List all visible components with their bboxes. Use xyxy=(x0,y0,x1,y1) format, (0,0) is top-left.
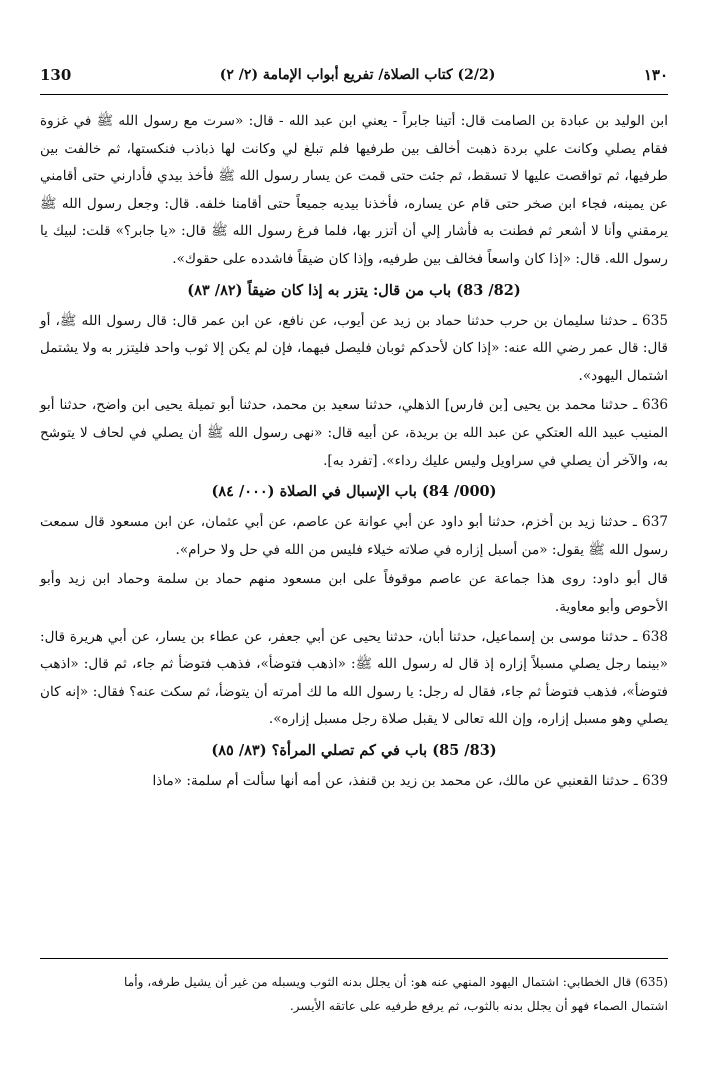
running-title: (2/2) كتاب الصلاة/ تفريع أبواب الإمامة (٢/ ٢) xyxy=(219,67,496,83)
hadith-635: 635 ـ حدثنا سليمان بن حرب حدثنا حماد بن زيد عن أيوب، عن نافع، عن ابن عمر قال: قال رسول الله ﷺ، أو قال: قال عمر رضي الله عنه: «إذا كان لأحدكم ثوبان فليصل فيهما، فإن لم يكن إلا ثوب واحد فليتزر به ولا يشتمل اشتمال اليهود». xyxy=(40,312,668,384)
intro-paragraph: ابن الوليد بن عبادة بن الصامت قال: أتينا جابراً - يعني ابن عبد الله - قال: «سرت مع رسول الله ﷺ في غزوة فقام يصلي وكانت علي بردة ذهبت أخالف بين طرفيها فلم تبلغ لي وكانت لها ذباذب فنكستها، ثم خالفت بين طرفيها، ثم تواقصت عليها لا تسقط، ثم جئت حتى قمت عن يسار رسول الله ﷺ فأخذ بيدي فأدارني حتى أقامني عن يمينه، فجاء ابن صخر حتى قام عن يساره، فأخذنا بيديه جميعاً حتى أقامنا خلفه. قال: وجعل رسول الله ﷺ يرمقني وأنا لا أشعر ثم فطنت به فأشار إلي أن أتزر بها، فلما فرغ رسول الله ﷺ قال: «يا جابر؟» قلت: لبيك يا رسول الله. قال: «إذا كان واسعاً فخالف بين طرفيه، وإذا كان ضيقاً فاشدده على حقوك». xyxy=(40,113,668,267)
chapter-heading-82: (82/ 83) باب من قال: يتزر به إذا كان ضيقاً (٨٢/ ٨٣) xyxy=(187,281,521,299)
page-number-latin: 130 xyxy=(40,66,72,84)
chapter-heading-85: (83/ 85) باب في كم تصلي المرأة؟ (٨٣/ ٨٥) xyxy=(211,741,497,759)
abu-dawud-note: قال أبو داود: روى هذا جماعة عن عاصم موقوفاً على ابن مسعود منهم حماد بن سلمة وحماد ابن زيد وأبو الأحوص وأبو معاوية. xyxy=(40,571,668,615)
hadith-636: 636 ـ حدثنا محمد بن يحيى [بن فارس] الذهلي، حدثنا سعيد بن محمد، حدثنا أبو تميلة يحيى ابن واضح، حدثنا أبو المنيب عبيد الله العتكي عن عبد الله بن بريدة، عن أبيه قال: «نهى رسول الله ﷺ أن يصلي في لحاف لا يتوشح به، والآخر أن يصلي في سراويل وليس عليك رداء». [تفرد به]. xyxy=(40,397,668,469)
hadith-639: 639 ـ حدثنا القعنبي عن مالك، عن محمد بن زيد بن قنفذ، عن أمه أنها سألت أم سلمة: «ماذا xyxy=(152,772,668,789)
footnote xyxy=(40,970,668,1018)
footnote-rule xyxy=(40,958,668,959)
footnote-line-2: اشتمال الصماء فهو أن يجلل بدنه بالثوب، ثم يرفع طرفيه على عاتقه الأيسر. xyxy=(289,999,668,1013)
page-header xyxy=(40,62,668,88)
hadith-637: 637 ـ حدثنا زيد بن أخزم، حدثنا أبو داود عن أبي عوانة عن عاصم، عن أبي عثمان، عن ابن مسعود قال سمعت رسول الله ﷺ يقول: «من أسبل إزاره في صلاته خيلاء فليس من الله في حل ولا حرام». xyxy=(40,514,668,558)
page-number-arabic: ١٣٠ xyxy=(643,66,668,84)
footnote-line-1: (635) قال الخطابي: اشتمال اليهود المنهي عنه هو: أن يجلل بدنه الثوب ويسبله من غير أن يشيل طرفه، وأما xyxy=(123,975,668,989)
main-text xyxy=(40,108,668,795)
chapter-heading-84: (000/ 84) باب الإسبال في الصلاة (٠٠٠/ ٨٤) xyxy=(211,483,497,501)
header-rule xyxy=(40,94,668,95)
hadith-638: 638 ـ حدثنا موسى بن إسماعيل، حدثنا أبان، حدثنا يحيى عن أبي جعفر، عن عطاء بن يسار، عن أبي هريرة قال: «بينما رجل يصلي مسبلاً إزاره إذ قال له رسول الله ﷺ: «اذهب فتوضأ»، فذهب فتوضأ ثم جاء، ثم قال: «اذهب فتوضأ»، فذهب فتوضأ ثم جاء، فقال له رجل: يا رسول الله ما لك أمرته أن يتوضأ، ثم سكت عنه؟ فقال: «إنه كان يصلي وهو مسبل إزاره، وإن الله تعالى لا يقبل صلاة رجل مسبل إزاره». xyxy=(40,628,668,728)
